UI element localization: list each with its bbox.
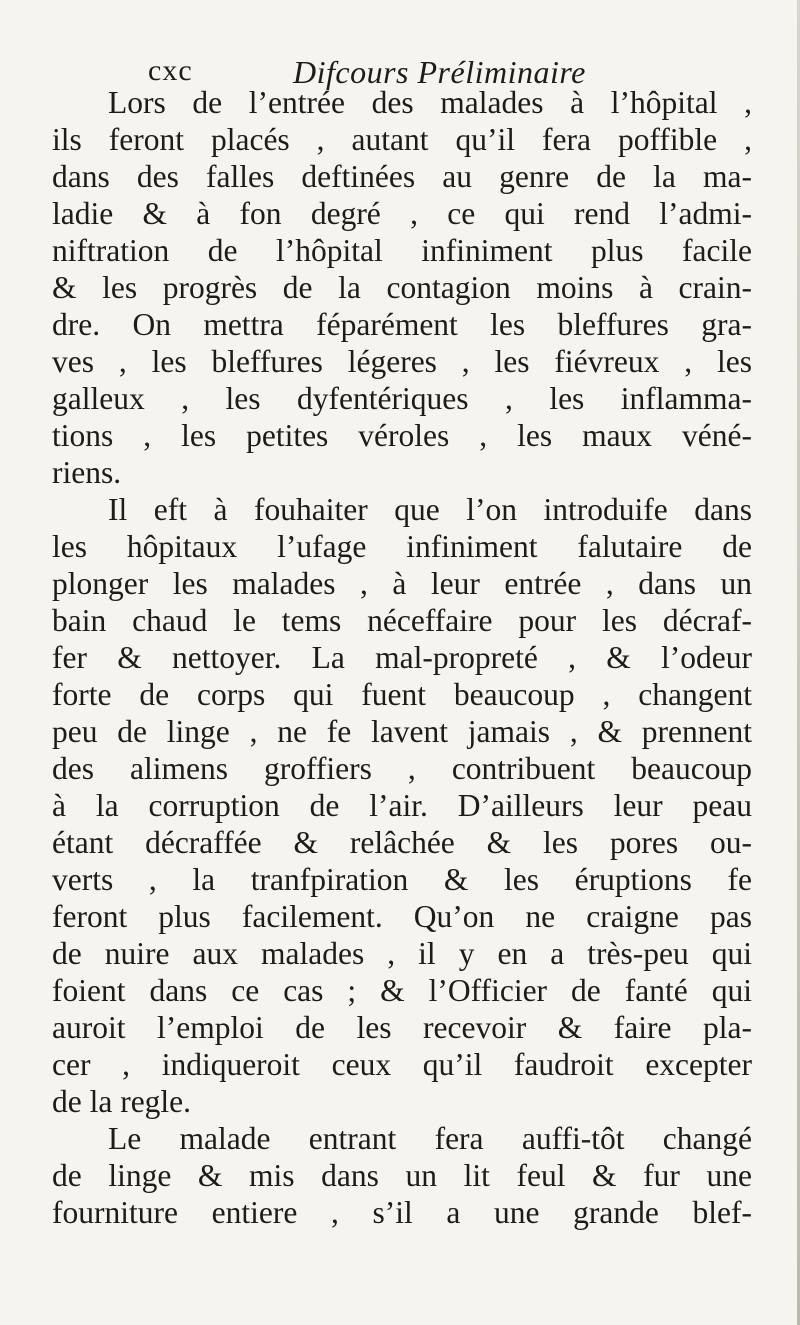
- text-line: Le malade entrant fera auffi-tôt changé: [108, 1121, 752, 1156]
- text-line: dre. On mettra féparément les bleffures gra-: [52, 307, 752, 342]
- text-line: peu de linge , ne fe lavent jamais , & prennent: [52, 714, 752, 749]
- text-line: verts , la tranfpiration & les éruptions fe: [52, 862, 752, 897]
- page-number: cxc: [148, 54, 193, 87]
- text-line: Il eft à fouhaiter que l’on introduife dans: [108, 492, 752, 527]
- text-line: ves , les bleffures légeres , les fiévreux , les: [52, 344, 752, 379]
- text-line: feront plus facilement. Qu’on ne craigne pas: [52, 899, 752, 934]
- text-line: à la corruption de l’air. D’ailleurs leur peau: [52, 788, 752, 823]
- text-line: riens.: [52, 455, 122, 490]
- text-line: de linge & mis dans un lit feul & fur une: [52, 1158, 752, 1193]
- text-line: plonger les malades , à leur entrée , dans un: [52, 566, 752, 601]
- text-line: les hôpitaux l’ufage infiniment falutaire de: [52, 529, 752, 564]
- text-line: des alimens groffiers , contribuent beaucoup: [52, 751, 752, 786]
- text-line: foient dans ce cas ; & l’Officier de fanté qui: [52, 973, 752, 1008]
- text-line: Lors de l’entrée des malades à l’hôpital ,: [108, 85, 752, 120]
- text-line: étant décraffée & relâchée & les pores ou-: [52, 825, 752, 860]
- text-line: auroit l’emploi de les recevoir & faire pla-: [52, 1010, 752, 1045]
- text-line: de la regle.: [52, 1084, 192, 1119]
- text-line: bain chaud le tems néceffaire pour les décraf-: [52, 603, 752, 638]
- text-line: fourniture entiere , s’il a une grande blef-: [52, 1195, 752, 1230]
- text-line: ils feront placés , autant qu’il fera poffible ,: [52, 122, 752, 157]
- text-line: fer & nettoyer. La mal-propreté , & l’odeur: [52, 640, 752, 675]
- text-line: tions , les petites véroles , les maux véné-: [52, 418, 752, 453]
- body-text: [52, 84, 752, 1231]
- running-title: Difcours Préliminaire: [293, 54, 586, 90]
- text-line: galleux , les dyfentériques , les inflamma-: [52, 381, 752, 416]
- text-line: cer , indiqueroit ceux qu’il faudroit excepter: [52, 1047, 752, 1082]
- text-line: dans des falles deftinées au genre de la ma-: [52, 159, 752, 194]
- text-line: & les progrès de la contagion moins à crain-: [52, 270, 752, 305]
- text-line: forte de corps qui fuent beaucoup , changent: [52, 677, 752, 712]
- text-line: ladie & à fon degré , ce qui rend l’admi-: [52, 196, 752, 231]
- text-line: de nuire aux malades , il y en a très-peu qui: [52, 936, 752, 971]
- text-line: niftration de l’hôpital infiniment plus facile: [52, 233, 752, 268]
